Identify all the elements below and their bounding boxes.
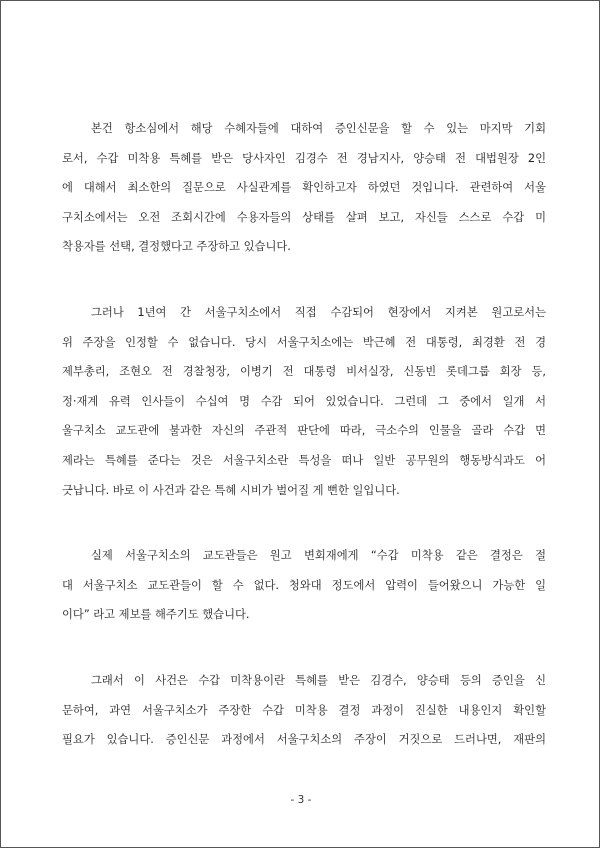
text-line: 문하여, 과연 서울구치소가 주장한 수갑 미착용 결정 과정이 진실한 내용인지 확인할: [62, 703, 546, 717]
document-body: [62, 114, 546, 791]
page-number: - 3 -: [290, 794, 312, 806]
text-line: 대 서울구치소 교도관들이 할 수 없다. 청와대 정도에서 압력이 들어왔으니 가능한 일: [62, 578, 546, 592]
text-line: 착용자를 선택, 결정했다고 주장하고 있습니다.: [62, 240, 291, 254]
text-line: 구치소에서는 오전 조회시간에 수용자들의 상태를 살펴 보고, 자신들 스스로 수갑 미: [62, 210, 546, 224]
text-line: 그래서 이 사건은 수갑 미착용이란 특혜를 받은 김경수, 양승태 등의 증인을 신: [91, 673, 546, 687]
text-line: 이다” 라고 제보를 해주기도 했습니다.: [62, 608, 250, 622]
text-line: 제부총리, 조현오 전 경찰청장, 이병기 전 대통령 비서실장, 신동빈 롯데그룹 회장 등,: [62, 365, 546, 379]
text-line: 울구치소 교도관에 불과한 자신의 주관적 판단에 따라, 극소수의 인물을 골라 수갑 면: [62, 424, 546, 438]
text-line: 로서, 수갑 미착용 특혜를 받은 당사자인 김경수 전 경남지사, 양승태 전 대법원장 2인: [62, 151, 546, 165]
text-line: 정·재계 유력 인사들이 수십여 명 수감 되어 있었습니다. 그런데 그 중에서 일개 서: [62, 394, 546, 408]
text-line: 실제 서울구치소의 교도관들은 원고 변회재에게 “수갑 미착용 같은 결정은 절: [91, 549, 546, 563]
text-line: 그러나 1년여 간 서울구치소에서 직접 수감되어 현장에서 지켜본 원고로서는: [91, 305, 546, 319]
text-line: 긋납니다. 바로 이 사건과 같은 특혜 시비가 벌어질 게 뻔한 일입니다.: [62, 483, 400, 497]
paragraph-3: [62, 541, 546, 630]
paragraph-4: [62, 666, 546, 755]
paragraph-2: [62, 298, 546, 505]
text-line: 에 대해서 최소한의 질문으로 사실관계를 확인하고자 하였던 것입니다. 관련하여 서울: [62, 181, 546, 195]
text-line: 본건 항소심에서 해당 수혜자들에 대하여 증인신문을 할 수 있는 마지막 기회: [91, 122, 546, 135]
text-line: 제라는 특혜를 준다는 것은 서울구치소란 특성을 떠나 일반 공무원의 행동방식과도 어: [62, 453, 546, 467]
text-line: 위 주장을 인정할 수 없습니다. 당시 서울구치소에는 박근혜 전 대통령, 최경환 전 경: [62, 335, 546, 349]
text-line: 필요가 있습니다. 증인신문 과정에서 서울구치소의 주장이 거짓으로 드러나면, 재판의: [62, 733, 546, 747]
paragraph-1: [62, 114, 546, 262]
